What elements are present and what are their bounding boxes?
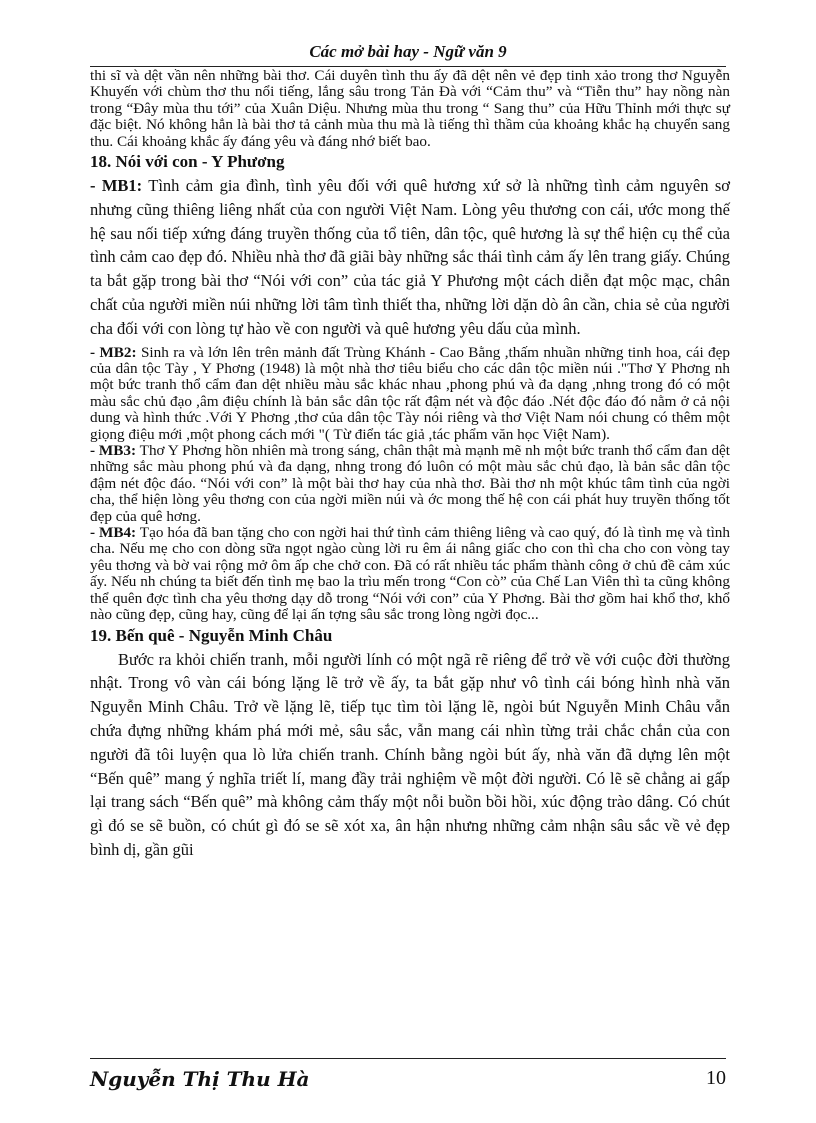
section-18-mb4 <box>90 525 730 623</box>
mb2-label: - MB2: <box>90 343 137 361</box>
page-content <box>90 68 730 862</box>
section-18-mb2 <box>90 345 730 443</box>
mb3-text: Thơ Y Phơng hồn nhiên mà trong sáng, chân thật mà mạnh mẽ nh một bức tranh thổ cẩm đan dệt những sắc màu phong phú và đa dạng, nhng trong đó luôn có một màu sắc chủ đạo, là bản sắc dân tộc đậm nét độc đáo. “Nói với con” là một bài thơ hay của nhà thơ. Bài thơ nh một khúc tâm tình của ngời cha, thể hiện lòng yêu thơng con của ngời miền núi và ớc mong thế hệ con cái phát huy truyền thống tốt đẹp của quê hơng. <box>90 442 730 525</box>
page-header <box>90 40 726 67</box>
intro-paragraph: thi sĩ và dệt vần nên những bài thơ. Cái duyên tình thu ấy đã dệt nên vẻ đẹp tinh xảo trong thơ Nguyễn Khuyến với chùm thơ thu nổi tiếng, lắng sâu trong Tản Đà với “Cảm thu” và “Tiễn thu” hay nồng nàn trong “Đây mùa thu tới” của Xuân Diệu. Nhưng mùa thu trong “ Sang thu” của Hữu Thỉnh mới thực sự đặc biệt. Nó không hẳn là bài thơ tả cảnh mùa thu mà là tiếng thì thầm của khoảng khắc hạ chuyển sang thu. Cái khoảng khắc ấy đáng yêu và đáng nhớ biết bao. <box>90 67 730 150</box>
section-19-title: 19. Bến quê - Nguyễn Minh Châu <box>90 625 333 645</box>
mb1-label: - MB1: <box>90 176 143 196</box>
page-footer <box>90 1058 726 1089</box>
section-18-title: 18. Nói với con - Y Phương <box>90 152 285 172</box>
mb1-text: Tình cảm gia đình, tình yêu đối với quê hương xứ sở là những tình cảm nguyên sơ nhưng cũng thiêng liêng nhất của con người Việt Nam. Lòng yêu thương con cái, ước mong thế hệ sau nối tiếp xứng đáng truyền thống của tổ tiên, dân tộc, quê hương là sự thể hiện cụ thể của tình cảm cao đẹp đó. Nhiều nhà thơ đã giãi bày những sắc thái tình cảm ấy lên trang giấy. Chúng ta bắt gặp trong bài thơ “Nói với con” của tác giả Y Phương một cách diễn đạt mộc mạc, chân chất của người miền núi những lời tâm tình thiết tha, những lời dặn dò ân cần, chia sẻ của người cha đối với con lòng tự hào về con người và quê hương yêu dấu của mình. <box>90 176 730 338</box>
footer-author: Nguyễn Thị Thu Hà <box>90 1067 310 1091</box>
header-title: Các mở bài hay - Ngữ văn 9 <box>309 42 507 61</box>
mb2-text: Sinh ra và lớn lên trên mảnh đất Trùng Khánh - Cao Bằng ,thấm nhuần những tinh hoa, cái đẹp của dân tộc Tày , Y Phơng (1948) là một nhà thơ tiêu biểu cho các dân tộc miền núi ."Thơ Y Phơng nh một bức tranh thổ cẩm đan dệt nhiều màu sắc khác nhau ,phong phú và đa dạng ,nhng trong đó có một màu sắc chủ đạo ,âm điệu chính là bản sắc dân tộc rất đậm nét và độc đáo .Nét độc đáo đó nằm ở cả nội dung và hình thức .Với Y Phơng ,thơ của dân tộc Tày nói riêng và thơ Việt Nam nói chung có thêm một giọng điệu mới ,một phong cách mới "( Từ điển tác giả ,tác phẩm văn học Việt Nam). <box>90 343 730 443</box>
mb4-text: Tạo hóa đã ban tặng cho con ngời hai thứ tình cảm thiêng liêng và cao quý, đó là tình mẹ và tình cha. Nếu mẹ cho con dòng sữa ngọt ngào cùng lời ru êm ái nâng giấc cho con thì cha cho con vòng tay yêu thơng và bờ vai rộng mở ôm ấp che chở con. Đã có rất nhiều tác phẩm thành công ở chủ đề cảm xúc ấy. Nếu nh chúng ta biết đến tình mẹ bao la trìu mến trong “Con cò” của Chế Lan Viên thì ta cũng không thể quên đợc tình cha yêu thơng dạy dỗ trong “Nói với con” của Y Phơng. Bài thơ gồm hai khổ thơ, khổ nào cũng đẹp, cũng hay, cũng để lại ấn tợng sâu sắc trong lòng ngời đọc... <box>90 524 730 624</box>
section-19-paragraph: Bước ra khỏi chiến tranh, mỗi người lính có một ngã rẽ riêng để trở về với cuộc đời thường nhật. Trong vô vàn cái bóng lặng lẽ trở về ấy, ta bắt gặp như vô tình cái bóng hình nhà văn Nguyễn Minh Châu. Trở về lặng lẽ, tiếp tục tìm tòi lặng lẽ, ngòi bút Nguyễn Minh Châu vẫn chứa đựng những khám phá mới mẻ, sâu sắc, vẫn mang cái nhìn từng trải chắc chắn của con người đã tôi luyện qua lò lửa chiến tranh. Chính bằng ngòi bút ấy, nhà văn đã dựng lên một “Bến quê” mang ý nghĩa triết lí, mang đầy trải nghiệm về một đời người. Có lẽ sẽ chẳng ai gấp lại trang sách “Bến quê” mà không cảm thấy một nỗi buồn bồi hồi, xúc động trào dâng. Có chút gì đó se sẽ buồn, có chút gì đó se sẽ xót xa, ân hận nhưng những cảm nhận sâu sắc về vẻ đẹp bình dị, gần gũi <box>90 649 730 859</box>
mb4-label: - MB4: <box>90 524 137 542</box>
section-18-mb1 <box>90 174 730 341</box>
page-number: 10 <box>706 1067 726 1089</box>
mb3-label: - MB3: <box>90 442 137 460</box>
section-18-mb3 <box>90 443 730 525</box>
